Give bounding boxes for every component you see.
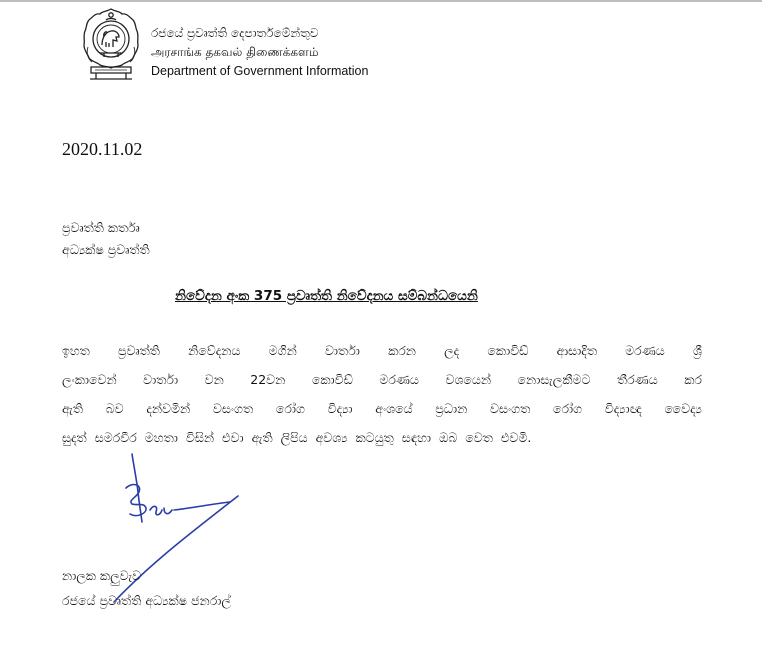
body-word: වෙත bbox=[465, 430, 493, 445]
recipient-block bbox=[62, 217, 150, 261]
body-word: ශ්‍රී bbox=[692, 343, 702, 358]
recipient-line-1: ප්‍රවෘත්ති කර්තෘ bbox=[62, 220, 140, 235]
body-word: වාර්තා bbox=[324, 343, 360, 358]
body-word: අවශ්‍ය bbox=[315, 430, 348, 445]
body-word: ඔබ bbox=[439, 430, 458, 445]
body-word: නිවේදනය bbox=[188, 343, 241, 358]
body-word: වාර්තා bbox=[143, 372, 179, 387]
body-word: වසංගත bbox=[212, 401, 254, 416]
letterhead-sinhala: රජයේ ප්‍රවෘත්ති දෙපාර්තමේන්තුව bbox=[151, 26, 319, 40]
body-word: ප්‍රවෘත්ති bbox=[118, 343, 160, 358]
body-word: ලංකාවෙන් bbox=[62, 372, 117, 387]
body-word: රෝග bbox=[552, 401, 583, 416]
letter-date: 2020.11.02 bbox=[62, 139, 143, 159]
body-word: ආසාදිත bbox=[556, 343, 597, 358]
signer-block bbox=[62, 563, 231, 613]
letterhead-english: Department of Government Information bbox=[151, 64, 369, 78]
body-word: නොසැලකීමට bbox=[517, 372, 591, 387]
body-word: 22වන bbox=[250, 372, 286, 387]
letter-body bbox=[62, 336, 702, 452]
body-word: එවා bbox=[222, 430, 244, 445]
body-word: සඳහා bbox=[401, 430, 432, 445]
recipient-line-2: අධ්‍යක්ෂ ප්‍රවෘත්ති bbox=[62, 242, 150, 257]
body-word: එවමි. bbox=[500, 430, 532, 445]
body-word: මරණය bbox=[379, 372, 419, 387]
body-word: ලද bbox=[444, 343, 460, 358]
body-line bbox=[62, 394, 702, 423]
body-word: වශයෙන් bbox=[445, 372, 492, 387]
signer-name: නාලක කලුවැව bbox=[62, 568, 142, 583]
signer-title: රජයේ ප්‍රවෘත්ති අධ්‍යක්ෂ ජනරාල් bbox=[62, 593, 231, 608]
body-word: වෛද්‍ය bbox=[664, 401, 702, 416]
letterhead-tamil: அரசாங்க தகவல் திணைக்களம் bbox=[151, 45, 319, 59]
body-word: කටයුතු bbox=[355, 430, 394, 445]
body-word: අංශයේ bbox=[375, 401, 413, 416]
body-word: රෝග bbox=[275, 401, 305, 416]
body-word: කර bbox=[684, 372, 702, 387]
sri-lanka-emblem-icon bbox=[82, 7, 140, 83]
body-word: ප්‍රධාන bbox=[435, 401, 468, 416]
body-line bbox=[62, 365, 702, 394]
body-line bbox=[62, 336, 702, 365]
body-word: විද්‍යා bbox=[327, 401, 353, 416]
body-word: මහතා bbox=[144, 430, 178, 445]
body-word: දන්වමින් bbox=[146, 401, 191, 416]
body-word: බව bbox=[105, 401, 124, 416]
top-scan-border bbox=[0, 0, 762, 2]
body-word: විද්‍යාඥ bbox=[604, 401, 642, 416]
body-word: මරණය bbox=[625, 343, 665, 358]
body-word: මගින් bbox=[268, 343, 297, 358]
body-word: කොවිඩ් bbox=[311, 372, 353, 387]
body-word: සුදත් bbox=[62, 430, 87, 445]
body-word: වන bbox=[204, 372, 224, 387]
body-word: තීරණය bbox=[616, 372, 658, 387]
department-letterhead bbox=[151, 24, 368, 81]
body-word: සමරවීර bbox=[94, 430, 137, 445]
body-word: ඇති bbox=[62, 401, 84, 416]
body-word: කරන bbox=[388, 343, 416, 358]
letter-subject: නිවේදන අංක 375 ප්‍රවෘත්ති නිවේදනය සම්බන්ධයෙනි bbox=[175, 288, 478, 304]
body-line bbox=[62, 423, 702, 452]
body-word: ඇති bbox=[251, 430, 273, 445]
body-word: වසංගත bbox=[489, 401, 531, 416]
body-word: කොවිඩ් bbox=[487, 343, 529, 358]
body-word: විසින් bbox=[185, 430, 215, 445]
body-word: ඉහත bbox=[62, 343, 90, 358]
body-word: ලිපිය bbox=[280, 430, 308, 445]
